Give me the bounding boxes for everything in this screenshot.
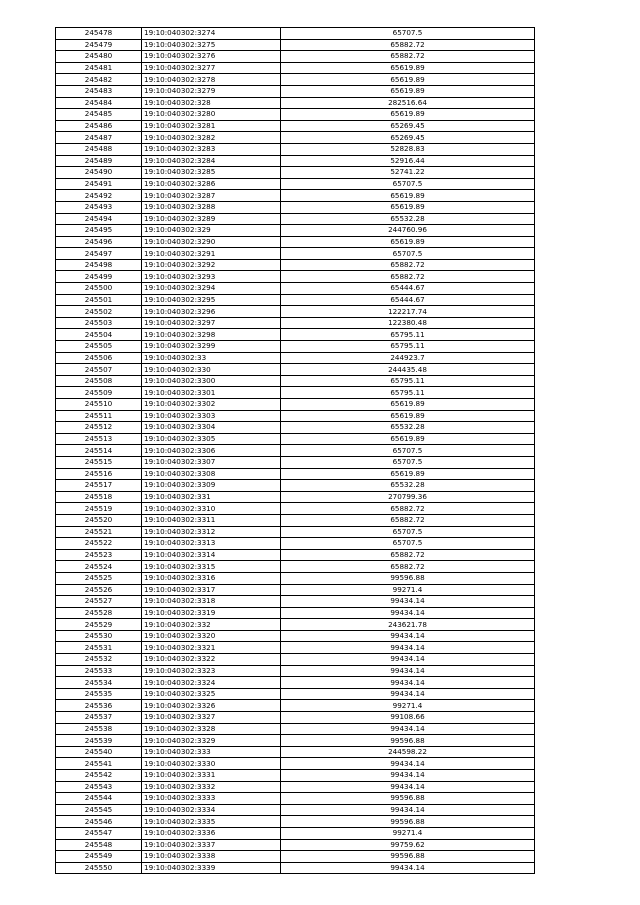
table-row bbox=[56, 213, 535, 225]
cadastral-number-cell: 19:10:040302:329 bbox=[142, 225, 281, 237]
row-number-cell: 245489 bbox=[56, 155, 142, 167]
table-row bbox=[56, 445, 535, 457]
table-body bbox=[56, 28, 535, 874]
table-row bbox=[56, 630, 535, 642]
cadastral-number-cell: 19:10:040302:3286 bbox=[142, 178, 281, 190]
row-number-cell: 245535 bbox=[56, 688, 142, 700]
table-row bbox=[56, 549, 535, 561]
value-cell: 65795.11 bbox=[281, 387, 535, 399]
value-cell: 99434.14 bbox=[281, 677, 535, 689]
cadastral-number-cell: 19:10:040302:3316 bbox=[142, 572, 281, 584]
table-row bbox=[56, 758, 535, 770]
row-number-cell: 245497 bbox=[56, 248, 142, 260]
value-cell: 65619.89 bbox=[281, 399, 535, 411]
row-number-cell: 245536 bbox=[56, 700, 142, 712]
value-cell: 99271.4 bbox=[281, 700, 535, 712]
value-cell: 99596.88 bbox=[281, 851, 535, 863]
table-row bbox=[56, 190, 535, 202]
table-row bbox=[56, 456, 535, 468]
table-row bbox=[56, 804, 535, 816]
table-row bbox=[56, 248, 535, 260]
table-row bbox=[56, 283, 535, 295]
table-row bbox=[56, 781, 535, 793]
cadastral-number-cell: 19:10:040302:3296 bbox=[142, 306, 281, 318]
cadastral-number-cell: 19:10:040302:3332 bbox=[142, 781, 281, 793]
table-row bbox=[56, 120, 535, 132]
table-row bbox=[56, 526, 535, 538]
value-cell: 65444.67 bbox=[281, 294, 535, 306]
row-number-cell: 245524 bbox=[56, 561, 142, 573]
table-row bbox=[56, 225, 535, 237]
row-number-cell: 245517 bbox=[56, 480, 142, 492]
cadastral-number-cell: 19:10:040302:3333 bbox=[142, 793, 281, 805]
value-cell: 99596.88 bbox=[281, 793, 535, 805]
cadastral-number-cell: 19:10:040302:3280 bbox=[142, 109, 281, 121]
row-number-cell: 245523 bbox=[56, 549, 142, 561]
table-row bbox=[56, 688, 535, 700]
cadastral-number-cell: 19:10:040302:3302 bbox=[142, 399, 281, 411]
row-number-cell: 245506 bbox=[56, 352, 142, 364]
cadastral-number-cell: 19:10:040302:3297 bbox=[142, 317, 281, 329]
cadastral-number-cell: 19:10:040302:333 bbox=[142, 746, 281, 758]
table-row bbox=[56, 572, 535, 584]
row-number-cell: 245502 bbox=[56, 306, 142, 318]
cadastral-number-cell: 19:10:040302:332 bbox=[142, 619, 281, 631]
value-cell: 65707.5 bbox=[281, 538, 535, 550]
row-number-cell: 245543 bbox=[56, 781, 142, 793]
cadastral-number-cell: 19:10:040302:3314 bbox=[142, 549, 281, 561]
cadastral-number-cell: 19:10:040302:328 bbox=[142, 97, 281, 109]
cadastral-number-cell: 19:10:040302:3278 bbox=[142, 74, 281, 86]
table-row bbox=[56, 700, 535, 712]
row-number-cell: 245509 bbox=[56, 387, 142, 399]
row-number-cell: 245534 bbox=[56, 677, 142, 689]
row-number-cell: 245532 bbox=[56, 654, 142, 666]
row-number-cell: 245525 bbox=[56, 572, 142, 584]
row-number-cell: 245546 bbox=[56, 816, 142, 828]
value-cell: 65619.89 bbox=[281, 468, 535, 480]
value-cell: 244923.7 bbox=[281, 352, 535, 364]
value-cell: 99271.4 bbox=[281, 584, 535, 596]
table-row bbox=[56, 654, 535, 666]
value-cell: 65707.5 bbox=[281, 445, 535, 457]
table-row bbox=[56, 468, 535, 480]
value-cell: 65882.72 bbox=[281, 503, 535, 515]
row-number-cell: 245540 bbox=[56, 746, 142, 758]
value-cell: 99759.62 bbox=[281, 839, 535, 851]
table-row bbox=[56, 862, 535, 874]
cadastral-number-cell: 19:10:040302:3282 bbox=[142, 132, 281, 144]
value-cell: 65532.28 bbox=[281, 213, 535, 225]
cadastral-number-cell: 19:10:040302:3306 bbox=[142, 445, 281, 457]
row-number-cell: 245526 bbox=[56, 584, 142, 596]
value-cell: 65532.28 bbox=[281, 480, 535, 492]
row-number-cell: 245503 bbox=[56, 317, 142, 329]
value-cell: 65795.11 bbox=[281, 329, 535, 341]
cadastral-number-cell: 19:10:040302:3324 bbox=[142, 677, 281, 689]
row-number-cell: 245549 bbox=[56, 851, 142, 863]
table-row bbox=[56, 793, 535, 805]
row-number-cell: 245510 bbox=[56, 399, 142, 411]
row-number-cell: 245485 bbox=[56, 109, 142, 121]
table-row bbox=[56, 723, 535, 735]
row-number-cell: 245514 bbox=[56, 445, 142, 457]
value-cell: 99434.14 bbox=[281, 770, 535, 782]
cadastral-number-cell: 19:10:040302:3292 bbox=[142, 259, 281, 271]
table-row bbox=[56, 39, 535, 51]
table-row bbox=[56, 352, 535, 364]
value-cell: 52828.83 bbox=[281, 143, 535, 155]
value-cell: 65619.89 bbox=[281, 62, 535, 74]
cadastral-number-cell: 19:10:040302:3304 bbox=[142, 422, 281, 434]
value-cell: 52741.22 bbox=[281, 167, 535, 179]
cadastral-number-cell: 19:10:040302:3312 bbox=[142, 526, 281, 538]
cadastral-number-cell: 19:10:040302:3299 bbox=[142, 341, 281, 353]
row-number-cell: 245513 bbox=[56, 433, 142, 445]
row-number-cell: 245487 bbox=[56, 132, 142, 144]
value-cell: 99434.14 bbox=[281, 654, 535, 666]
value-cell: 244760.96 bbox=[281, 225, 535, 237]
value-cell: 244598.22 bbox=[281, 746, 535, 758]
cadastral-number-cell: 19:10:040302:3288 bbox=[142, 201, 281, 213]
value-cell: 65269.45 bbox=[281, 132, 535, 144]
row-number-cell: 245541 bbox=[56, 758, 142, 770]
value-cell: 99108.66 bbox=[281, 712, 535, 724]
table-row bbox=[56, 827, 535, 839]
cadastral-number-cell: 19:10:040302:33 bbox=[142, 352, 281, 364]
cadastral-number-cell: 19:10:040302:3330 bbox=[142, 758, 281, 770]
value-cell: 99434.14 bbox=[281, 607, 535, 619]
row-number-cell: 245495 bbox=[56, 225, 142, 237]
cadastral-number-cell: 19:10:040302:3323 bbox=[142, 665, 281, 677]
cadastral-number-cell: 19:10:040302:3309 bbox=[142, 480, 281, 492]
cadastral-number-cell: 19:10:040302:3293 bbox=[142, 271, 281, 283]
row-number-cell: 245505 bbox=[56, 341, 142, 353]
cadastral-number-cell: 19:10:040302:3301 bbox=[142, 387, 281, 399]
table-row bbox=[56, 851, 535, 863]
table-row bbox=[56, 109, 535, 121]
cadastral-number-cell: 19:10:040302:3298 bbox=[142, 329, 281, 341]
value-cell: 65619.89 bbox=[281, 433, 535, 445]
cadastral-number-cell: 19:10:040302:3295 bbox=[142, 294, 281, 306]
table-row bbox=[56, 167, 535, 179]
cadastral-number-cell: 19:10:040302:3339 bbox=[142, 862, 281, 874]
cadastral-number-cell: 19:10:040302:3276 bbox=[142, 51, 281, 63]
table-row bbox=[56, 306, 535, 318]
cadastral-number-cell: 19:10:040302:3294 bbox=[142, 283, 281, 295]
value-cell: 99434.14 bbox=[281, 758, 535, 770]
table-row bbox=[56, 491, 535, 503]
cadastral-number-cell: 19:10:040302:3283 bbox=[142, 143, 281, 155]
value-cell: 99596.88 bbox=[281, 816, 535, 828]
cadastral-number-cell: 19:10:040302:3326 bbox=[142, 700, 281, 712]
row-number-cell: 245537 bbox=[56, 712, 142, 724]
row-number-cell: 245544 bbox=[56, 793, 142, 805]
table-row bbox=[56, 375, 535, 387]
row-number-cell: 245500 bbox=[56, 283, 142, 295]
row-number-cell: 245504 bbox=[56, 329, 142, 341]
cadastral-number-cell: 19:10:040302:3335 bbox=[142, 816, 281, 828]
cadastral-number-cell: 19:10:040302:3307 bbox=[142, 456, 281, 468]
cadastral-number-cell: 19:10:040302:3328 bbox=[142, 723, 281, 735]
row-number-cell: 245494 bbox=[56, 213, 142, 225]
table-row bbox=[56, 62, 535, 74]
cadastral-number-cell: 19:10:040302:330 bbox=[142, 364, 281, 376]
value-cell: 65444.67 bbox=[281, 283, 535, 295]
value-cell: 243621.78 bbox=[281, 619, 535, 631]
value-cell: 65619.89 bbox=[281, 74, 535, 86]
row-number-cell: 245512 bbox=[56, 422, 142, 434]
table-row bbox=[56, 770, 535, 782]
table-row bbox=[56, 329, 535, 341]
cadastral-number-cell: 19:10:040302:3327 bbox=[142, 712, 281, 724]
value-cell: 65882.72 bbox=[281, 514, 535, 526]
value-cell: 270799.36 bbox=[281, 491, 535, 503]
cadastral-number-cell: 19:10:040302:3290 bbox=[142, 236, 281, 248]
row-number-cell: 245508 bbox=[56, 375, 142, 387]
table-row bbox=[56, 410, 535, 422]
cadastral-number-cell: 19:10:040302:3313 bbox=[142, 538, 281, 550]
table-row bbox=[56, 735, 535, 747]
row-number-cell: 245518 bbox=[56, 491, 142, 503]
cadastral-number-cell: 19:10:040302:3310 bbox=[142, 503, 281, 515]
row-number-cell: 245539 bbox=[56, 735, 142, 747]
table-row bbox=[56, 294, 535, 306]
table-row bbox=[56, 665, 535, 677]
cadastral-number-cell: 19:10:040302:3308 bbox=[142, 468, 281, 480]
table-row bbox=[56, 28, 535, 40]
table-row bbox=[56, 816, 535, 828]
value-cell: 65707.5 bbox=[281, 248, 535, 260]
row-number-cell: 245520 bbox=[56, 514, 142, 526]
row-number-cell: 245479 bbox=[56, 39, 142, 51]
value-cell: 65707.5 bbox=[281, 526, 535, 538]
row-number-cell: 245521 bbox=[56, 526, 142, 538]
table-row bbox=[56, 642, 535, 654]
value-cell: 99434.14 bbox=[281, 862, 535, 874]
table-row bbox=[56, 259, 535, 271]
row-number-cell: 245511 bbox=[56, 410, 142, 422]
table-row bbox=[56, 387, 535, 399]
value-cell: 65532.28 bbox=[281, 422, 535, 434]
value-cell: 99434.14 bbox=[281, 688, 535, 700]
row-number-cell: 245531 bbox=[56, 642, 142, 654]
cadastral-number-cell: 19:10:040302:3311 bbox=[142, 514, 281, 526]
row-number-cell: 245538 bbox=[56, 723, 142, 735]
cadastral-number-cell: 19:10:040302:3321 bbox=[142, 642, 281, 654]
value-cell: 99434.14 bbox=[281, 642, 535, 654]
cadastral-number-cell: 19:10:040302:3322 bbox=[142, 654, 281, 666]
value-cell: 65882.72 bbox=[281, 51, 535, 63]
value-cell: 122380.48 bbox=[281, 317, 535, 329]
value-cell: 52916.44 bbox=[281, 155, 535, 167]
table-row bbox=[56, 712, 535, 724]
value-cell: 65619.89 bbox=[281, 410, 535, 422]
row-number-cell: 245484 bbox=[56, 97, 142, 109]
cadastral-number-cell: 19:10:040302:3334 bbox=[142, 804, 281, 816]
cadastral-number-cell: 19:10:040302:3281 bbox=[142, 120, 281, 132]
row-number-cell: 245542 bbox=[56, 770, 142, 782]
table-row bbox=[56, 514, 535, 526]
row-number-cell: 245527 bbox=[56, 596, 142, 608]
value-cell: 65619.89 bbox=[281, 201, 535, 213]
table-row bbox=[56, 619, 535, 631]
row-number-cell: 245530 bbox=[56, 630, 142, 642]
cadastral-number-cell: 19:10:040302:3284 bbox=[142, 155, 281, 167]
value-cell: 65882.72 bbox=[281, 549, 535, 561]
table-row bbox=[56, 399, 535, 411]
value-cell: 99271.4 bbox=[281, 827, 535, 839]
value-cell: 122217.74 bbox=[281, 306, 535, 318]
value-cell: 99434.14 bbox=[281, 804, 535, 816]
table-row bbox=[56, 433, 535, 445]
value-cell: 65619.89 bbox=[281, 190, 535, 202]
value-cell: 99596.88 bbox=[281, 572, 535, 584]
row-number-cell: 245493 bbox=[56, 201, 142, 213]
row-number-cell: 245529 bbox=[56, 619, 142, 631]
row-number-cell: 245533 bbox=[56, 665, 142, 677]
row-number-cell: 245496 bbox=[56, 236, 142, 248]
table-row bbox=[56, 236, 535, 248]
table-row bbox=[56, 201, 535, 213]
value-cell: 65619.89 bbox=[281, 236, 535, 248]
value-cell: 99434.14 bbox=[281, 665, 535, 677]
table-row bbox=[56, 839, 535, 851]
table-row bbox=[56, 341, 535, 353]
table-row bbox=[56, 178, 535, 190]
table-row bbox=[56, 74, 535, 86]
row-number-cell: 245486 bbox=[56, 120, 142, 132]
table-row bbox=[56, 538, 535, 550]
cadastral-number-cell: 19:10:040302:3279 bbox=[142, 85, 281, 97]
table-row bbox=[56, 422, 535, 434]
row-number-cell: 245528 bbox=[56, 607, 142, 619]
cadastral-number-cell: 19:10:040302:3300 bbox=[142, 375, 281, 387]
table-row bbox=[56, 51, 535, 63]
row-number-cell: 245547 bbox=[56, 827, 142, 839]
value-cell: 99434.14 bbox=[281, 723, 535, 735]
value-cell: 65619.89 bbox=[281, 109, 535, 121]
value-cell: 65882.72 bbox=[281, 271, 535, 283]
row-number-cell: 245491 bbox=[56, 178, 142, 190]
row-number-cell: 245492 bbox=[56, 190, 142, 202]
value-cell: 65795.11 bbox=[281, 341, 535, 353]
table-row bbox=[56, 561, 535, 573]
cadastral-number-cell: 19:10:040302:3303 bbox=[142, 410, 281, 422]
table-row bbox=[56, 132, 535, 144]
table-row bbox=[56, 746, 535, 758]
row-number-cell: 245550 bbox=[56, 862, 142, 874]
table-row bbox=[56, 85, 535, 97]
cadastral-number-cell: 19:10:040302:3331 bbox=[142, 770, 281, 782]
value-cell: 65707.5 bbox=[281, 178, 535, 190]
table-row bbox=[56, 596, 535, 608]
value-cell: 65269.45 bbox=[281, 120, 535, 132]
row-number-cell: 245501 bbox=[56, 294, 142, 306]
table-row bbox=[56, 317, 535, 329]
row-number-cell: 245515 bbox=[56, 456, 142, 468]
value-cell: 99434.14 bbox=[281, 630, 535, 642]
value-cell: 99596.88 bbox=[281, 735, 535, 747]
row-number-cell: 245478 bbox=[56, 28, 142, 40]
value-cell: 65707.5 bbox=[281, 28, 535, 40]
cadastral-number-cell: 19:10:040302:3291 bbox=[142, 248, 281, 260]
row-number-cell: 245481 bbox=[56, 62, 142, 74]
cadastral-number-cell: 19:10:040302:3315 bbox=[142, 561, 281, 573]
value-cell: 282516.64 bbox=[281, 97, 535, 109]
row-number-cell: 245507 bbox=[56, 364, 142, 376]
row-number-cell: 245499 bbox=[56, 271, 142, 283]
cadastral-number-cell: 19:10:040302:3329 bbox=[142, 735, 281, 747]
cadastral-number-cell: 19:10:040302:3305 bbox=[142, 433, 281, 445]
value-cell: 244435.48 bbox=[281, 364, 535, 376]
value-cell: 65882.72 bbox=[281, 39, 535, 51]
row-number-cell: 245488 bbox=[56, 143, 142, 155]
cadastral-number-cell: 19:10:040302:3319 bbox=[142, 607, 281, 619]
row-number-cell: 245483 bbox=[56, 85, 142, 97]
table-row bbox=[56, 143, 535, 155]
table-row bbox=[56, 503, 535, 515]
row-number-cell: 245482 bbox=[56, 74, 142, 86]
value-cell: 65619.89 bbox=[281, 85, 535, 97]
value-cell: 65882.72 bbox=[281, 561, 535, 573]
table-row bbox=[56, 155, 535, 167]
row-number-cell: 245516 bbox=[56, 468, 142, 480]
cadastral-number-cell: 19:10:040302:3318 bbox=[142, 596, 281, 608]
cadastral-number-cell: 19:10:040302:3320 bbox=[142, 630, 281, 642]
row-number-cell: 245490 bbox=[56, 167, 142, 179]
cadastral-number-cell: 19:10:040302:3337 bbox=[142, 839, 281, 851]
table-row bbox=[56, 607, 535, 619]
cadastral-number-cell: 19:10:040302:3289 bbox=[142, 213, 281, 225]
table-row bbox=[56, 677, 535, 689]
row-number-cell: 245480 bbox=[56, 51, 142, 63]
cadastral-number-cell: 19:10:040302:3336 bbox=[142, 827, 281, 839]
table-row bbox=[56, 480, 535, 492]
table-row bbox=[56, 584, 535, 596]
data-table bbox=[55, 27, 535, 874]
cadastral-number-cell: 19:10:040302:3275 bbox=[142, 39, 281, 51]
value-cell: 65795.11 bbox=[281, 375, 535, 387]
row-number-cell: 245545 bbox=[56, 804, 142, 816]
cadastral-number-cell: 19:10:040302:3285 bbox=[142, 167, 281, 179]
cadastral-number-cell: 19:10:040302:331 bbox=[142, 491, 281, 503]
table-row bbox=[56, 364, 535, 376]
value-cell: 99434.14 bbox=[281, 596, 535, 608]
cadastral-number-cell: 19:10:040302:3338 bbox=[142, 851, 281, 863]
table-row bbox=[56, 271, 535, 283]
table-row bbox=[56, 97, 535, 109]
cadastral-number-cell: 19:10:040302:3287 bbox=[142, 190, 281, 202]
row-number-cell: 245519 bbox=[56, 503, 142, 515]
row-number-cell: 245498 bbox=[56, 259, 142, 271]
value-cell: 99434.14 bbox=[281, 781, 535, 793]
row-number-cell: 245522 bbox=[56, 538, 142, 550]
cadastral-number-cell: 19:10:040302:3317 bbox=[142, 584, 281, 596]
cadastral-number-cell: 19:10:040302:3325 bbox=[142, 688, 281, 700]
row-number-cell: 245548 bbox=[56, 839, 142, 851]
cadastral-number-cell: 19:10:040302:3277 bbox=[142, 62, 281, 74]
value-cell: 65882.72 bbox=[281, 259, 535, 271]
cadastral-number-cell: 19:10:040302:3274 bbox=[142, 28, 281, 40]
value-cell: 65707.5 bbox=[281, 456, 535, 468]
